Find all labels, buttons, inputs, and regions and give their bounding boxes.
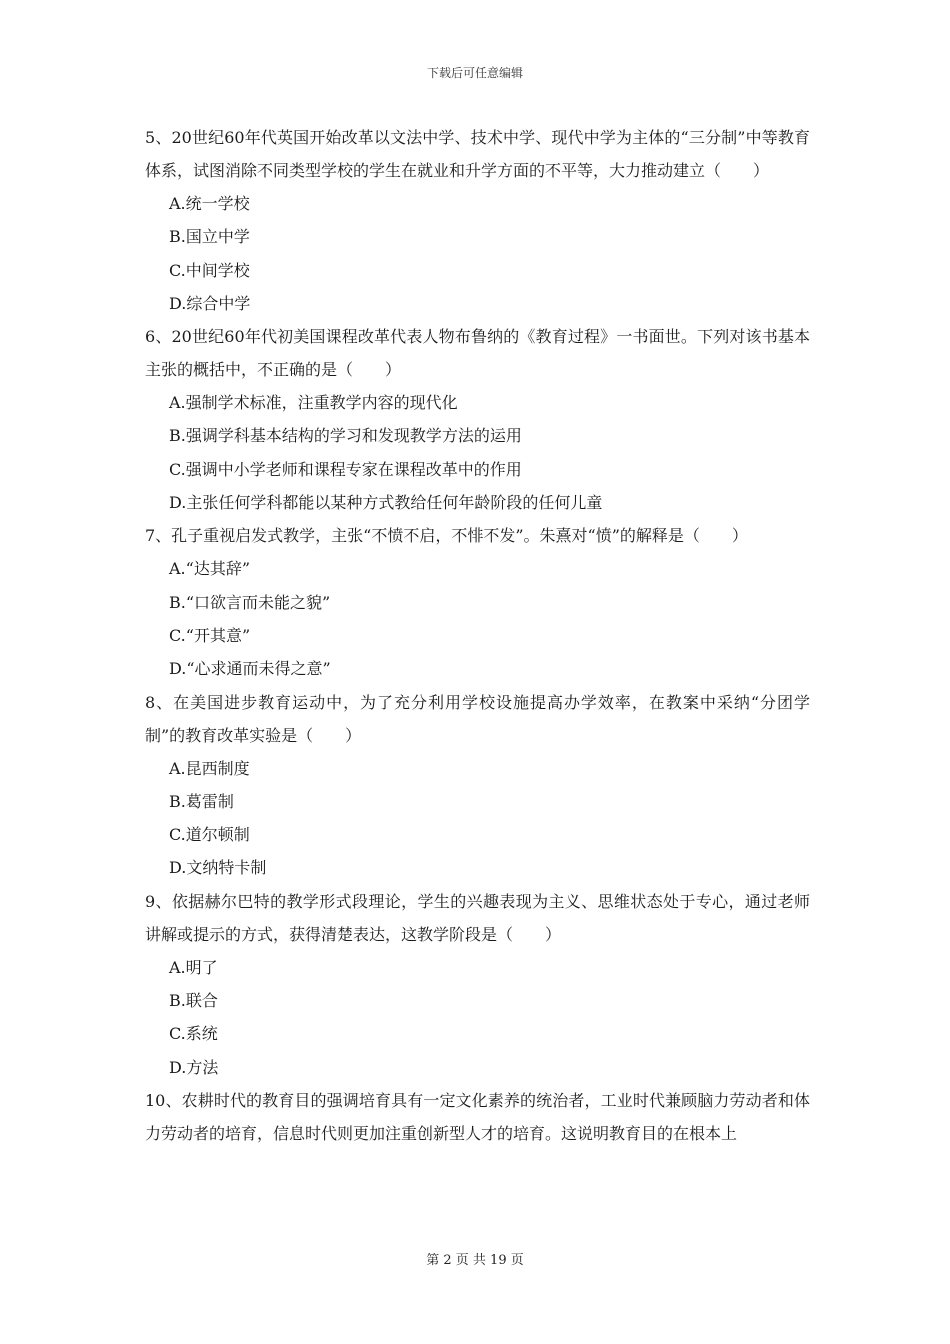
page-header: 下载后可任意编辑 — [426, 66, 523, 80]
option-c: C.“开其意” — [169, 625, 251, 645]
option-a: A.强制学术标准，注重教学内容的现代化 — [169, 393, 458, 413]
option-a: A.“达其辞” — [169, 559, 251, 579]
question-text: 7、孔子重视启发式教学，主张“不愤不启，不悱不发”。朱熹对“愤”的解释是（ ） — [145, 526, 748, 546]
question-list — [145, 121, 810, 1150]
option-a: A.明了 — [169, 957, 218, 977]
option-b: B.联合 — [169, 991, 218, 1011]
option-c: C.系统 — [169, 1024, 218, 1044]
question-text: 10、农耕时代的教育目的强调培育具有一定文化素养的统治者，工业时代兼顾脑力劳动者和体力劳动者的培育，信息时代则更加注重创新型人才的培育。这说明教育目的在根本上 — [145, 1090, 810, 1143]
question-text: 6、20世纪60年代初美国课程改革代表人物布鲁纳的《教育过程》一书面世。下列对该书基本主张的概括中，不正确的是（ ） — [145, 327, 810, 380]
question-10 — [145, 1084, 810, 1150]
option-b: B.强调学科基本结构的学习和发现教学方法的运用 — [169, 426, 522, 446]
option-a: A.统一学校 — [169, 194, 250, 213]
question-5 — [145, 121, 810, 320]
option-b: B.“口欲言而未能之貌” — [169, 592, 331, 612]
option-b: B.国立中学 — [169, 227, 250, 247]
question-6 — [145, 320, 810, 519]
option-d: D.“心求通而未得之意” — [169, 659, 331, 679]
question-9 — [145, 885, 810, 1084]
page-number: 第 2 页 共 19 页 — [426, 1253, 524, 1268]
option-c: C.道尔顿制 — [169, 825, 250, 845]
option-c: C.强调中小学老师和课程专家在课程改革中的作用 — [169, 459, 522, 479]
option-d: D.文纳特卡制 — [169, 858, 267, 878]
option-d: D.方法 — [169, 1057, 219, 1077]
option-d: D.综合中学 — [169, 293, 251, 313]
option-d: D.主张任何学科都能以某种方式教给任何年龄阶段的任何儿童 — [169, 493, 603, 513]
question-text: 5、20世纪60年代英国开始改革以文法中学、技术中学、现代中学为主体的“三分制”中等教育体系，试图消除不同类型学校的学生在就业和升学方面的不平等，大力推动建立（ ） — [145, 128, 810, 180]
option-c: C.中间学校 — [169, 260, 250, 280]
question-8 — [145, 686, 810, 885]
question-text: 8、在美国进步教育运动中，为了充分利用学校设施提高办学效率，在教案中采纳“分团学制”的教育改革实验是（ ） — [145, 692, 810, 745]
question-7 — [145, 519, 810, 685]
option-b: B.葛雷制 — [169, 791, 234, 811]
option-a: A.昆西制度 — [169, 758, 250, 778]
question-text: 9、依据赫尔巴特的教学形式段理论，学生的兴趣表现为主义、思维状态处于专心，通过老师讲解或提示的方式，获得清楚表达，这教学阶段是（ ） — [145, 891, 810, 944]
